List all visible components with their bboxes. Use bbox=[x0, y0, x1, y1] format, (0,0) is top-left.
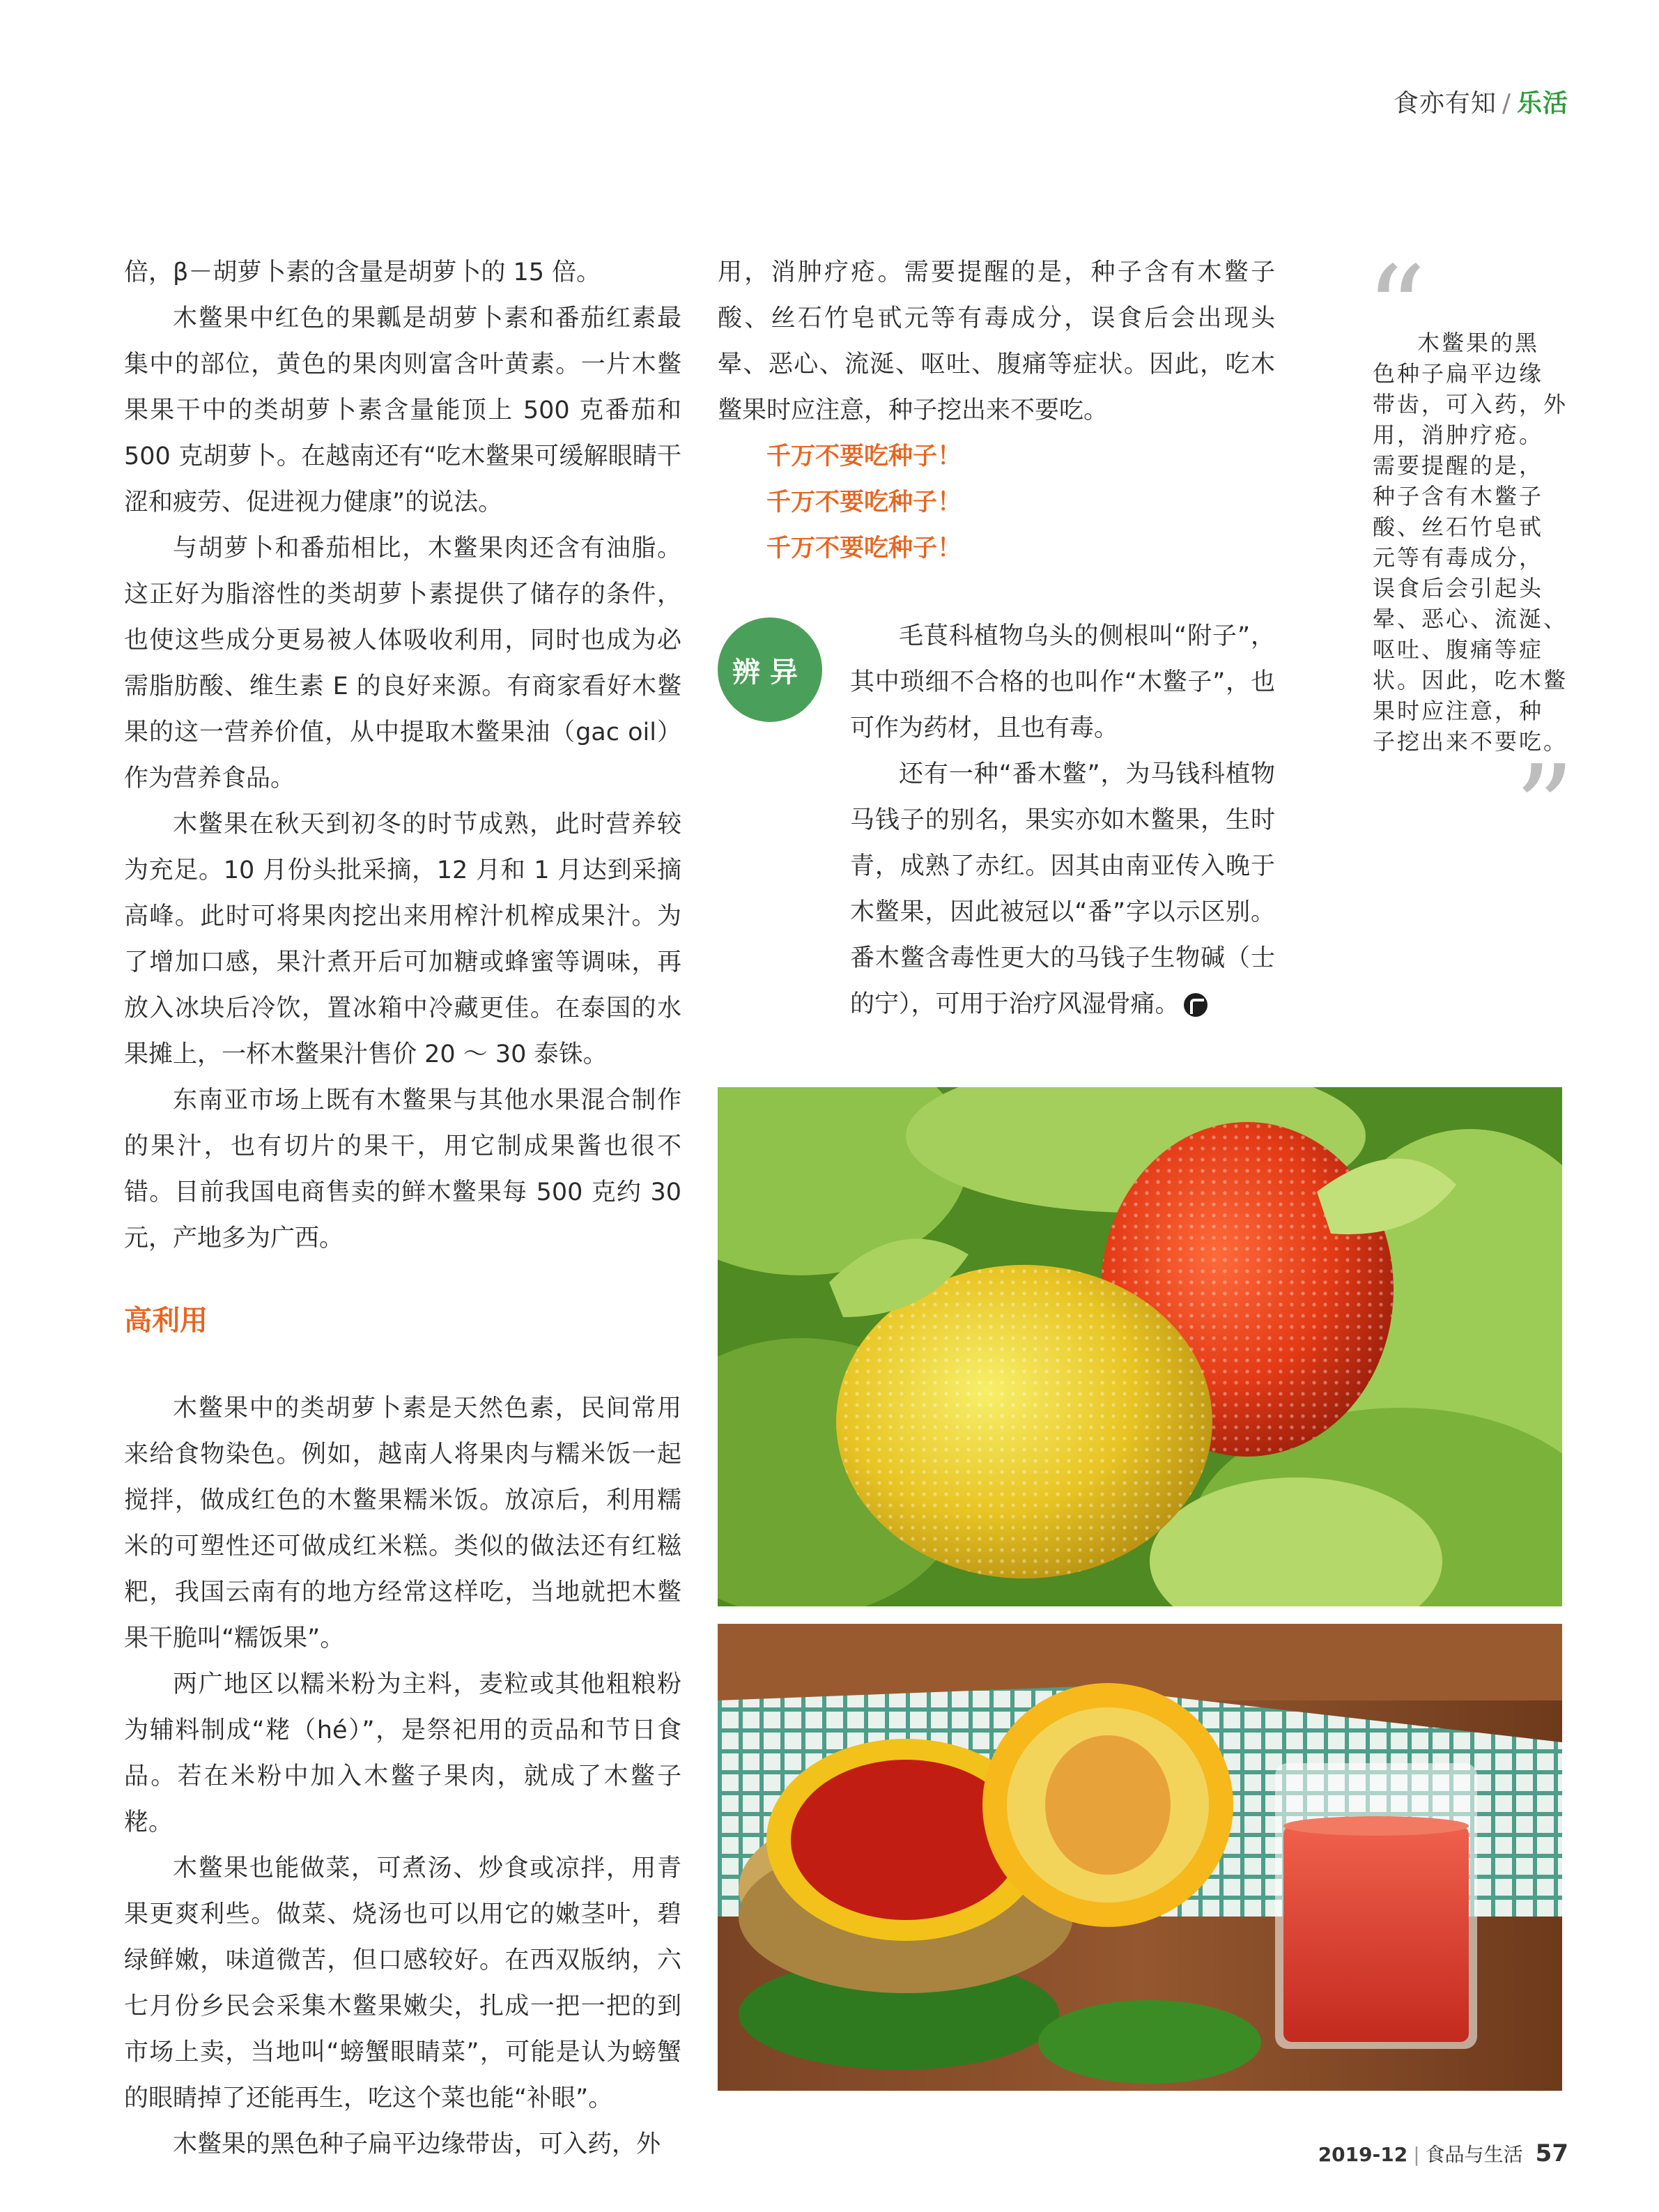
pull-quote-line: 酸、丝石竹皂甙 bbox=[1373, 514, 1544, 540]
gac-juice-illustration bbox=[718, 1624, 1562, 2091]
paragraph bbox=[850, 751, 1275, 1027]
pull-quote-line: 元等有毒成分， bbox=[1373, 544, 1544, 571]
page-header bbox=[1394, 84, 1568, 119]
paragraph: 木鳖果中的类胡萝卜素是天然色素，民间常用来给食物染色。例如，越南人将果肉与糯米饭一起搅拌，做成红色的木鳖果糯米饭。放凉后，利用糯米的可塑性还可做成红米糕。类似的做法还有红糍粑，我国云南有的地方经常这样吃，当地就把木鳖果干脆叫“糯饭果”。 bbox=[124, 1395, 681, 1652]
issue-date: 2019-12 bbox=[1318, 2143, 1408, 2166]
paragraph: 木鳖果中红色的果瓤是胡萝卜素和番茄红素最集中的部位，黄色的果肉则富含叶黄素。一片木鳖果果干中的类胡萝卜素含量能顶上 500 克番茄和 500 克胡萝卜。在越南还有“吃木鳖果可缓解眼睛干涩和疲劳、促进视力健康”的说法。 bbox=[124, 305, 681, 516]
paragraph: 两广地区以糯米粉为主料，麦粒或其他粗粮粉为辅料制成“粩（hé）”，是祭祀用的贡品和节日食品。若在米粉中加入木鳖子果肉，就成了木鳖子粩。 bbox=[124, 1670, 681, 1836]
paragraph: 倍，β－胡萝卜素的含量是胡萝卜的 15 倍。 bbox=[124, 259, 601, 286]
paragraph: 木鳖果在秋天到初冬的时节成熟，此时营养较为充足。10 月份头批采摘，12 月和 1 月达到采摘高峰。此时可将果肉挖出来用榨汁机榨成果汁。为了增加口感，果汁煮开后可加糖或蜂蜜等调味，再放入冰块后冷饮，置冰箱中冷藏更佳。在泰国的水果摊上，一杯木鳖果汁售价 20 ～ 30 泰铢。 bbox=[124, 811, 681, 1068]
header-separator: / bbox=[1502, 89, 1511, 118]
column-name: 食亦有知 bbox=[1393, 89, 1497, 118]
gac-fruit-vine-photo bbox=[718, 1087, 1562, 1606]
paragraph: 与胡萝卜和番茄相比，木鳖果肉还含有油脂。这正好为脂溶性的类胡萝卜素提供了储存的条件，也使这些成分更易被人体吸收利用，同时也成为必需脂肪酸、维生素 E 的良好来源。有商家看好木鳖果的这一营养价值，从中提取木鳖果油（gac oil）作为营养食品。 bbox=[124, 535, 681, 792]
paragraph: 用，消肿疗疮。需要提醒的是，种子含有木鳖子酸、丝石竹皂甙元等有毒成分，误食后会出现头晕、恶心、流涎、呕吐、腹痛等症状。因此，吃木鳖果时应注意，种子挖出来不要吃。 bbox=[718, 259, 1275, 424]
pull-quote-line: 需要提醒的是， bbox=[1373, 452, 1544, 479]
pull-quote-line: 呕吐、腹痛等症 bbox=[1373, 636, 1544, 663]
pull-quote-line: 用，消肿疗疮。 bbox=[1373, 422, 1544, 448]
middle-column bbox=[718, 249, 1275, 571]
pull-quote-text bbox=[1366, 328, 1575, 757]
pull-quote-line: 色种子扁平边缘 bbox=[1373, 360, 1544, 387]
warning-line: 千万不要吃种子！ bbox=[766, 535, 962, 562]
end-mark-icon bbox=[1184, 993, 1207, 1017]
paragraph: 东南亚市场上既有木鳖果与其他水果混合制作的果汁，也有切片的果干，用它制成果酱也很不错。目前我国电商售卖的鲜木鳖果每 500 克约 30 元，产地多为广西。 bbox=[124, 1086, 681, 1252]
close-quote-icon: ” bbox=[1514, 750, 1575, 827]
paragraph: 木鳖果的黑色种子扁平边缘带齿，可入药，外 bbox=[173, 2130, 661, 2158]
paragraph-text: 还有一种“番木鳖”，为马钱科植物马钱子的别名，果实亦如木鳖果，生时青，成熟了赤红。因其由南亚传入晚于木鳖果，因此被冠以“番”字以示区别。番木鳖含毒性更大的马钱子生物碱（士的宁），可用于治疗风湿骨痛。 bbox=[850, 760, 1275, 1018]
pull-quote bbox=[1366, 251, 1575, 827]
pull-quote-line: 种子含有木鳖子 bbox=[1373, 483, 1544, 509]
bianyi-badge: 辨异 bbox=[718, 617, 822, 722]
page-footer bbox=[1318, 2140, 1568, 2167]
bianyi-text bbox=[850, 613, 1275, 1027]
pull-quote-line: 子挖出来不要吃。 bbox=[1373, 728, 1568, 755]
open-quote-icon: “ bbox=[1366, 251, 1426, 328]
warning-line: 千万不要吃种子！ bbox=[766, 489, 962, 516]
pull-quote-line: 误食后会引起头 bbox=[1373, 575, 1544, 601]
pull-quote-line: 晕、恶心、流涎、 bbox=[1373, 606, 1568, 632]
gac-juice-photo bbox=[718, 1624, 1562, 2091]
paragraph: 毛茛科植物乌头的侧根叫“附子”，其中琐细不合格的也叫作“木鳖子”，也可作为药材，且也有毒。 bbox=[850, 622, 1275, 742]
pull-quote-line: 果时应注意，种 bbox=[1373, 698, 1544, 724]
page-number: 57 bbox=[1535, 2140, 1568, 2167]
pull-quote-line: 状。因此，吃木鳖 bbox=[1373, 667, 1568, 693]
left-column bbox=[124, 249, 681, 2167]
gac-fruit-vine-illustration bbox=[718, 1087, 1562, 1606]
warning-line: 千万不要吃种子！ bbox=[766, 443, 962, 470]
pull-quote-line: 木鳖果的黑 bbox=[1417, 330, 1540, 356]
section-title: 高利用 bbox=[124, 1305, 208, 1337]
paragraph: 木鳖果也能做菜，可煮汤、炒食或凉拌，用青果更爽利些。做菜、烧汤也可以用它的嫩茎叶，碧绿鲜嫩，味道微苦，但口感较好。在西双版纳，六七月份乡民会采集木鳖果嫩尖，扎成一把一把的到市场上卖，当地叫“螃蟹眼睛菜”，可能是认为螃蟹的眼睛掉了还能再生，吃这个菜也能“补眼”。 bbox=[124, 1854, 681, 2112]
section-name: 乐活 bbox=[1516, 89, 1568, 118]
pull-quote-line: 带齿，可入药，外 bbox=[1373, 391, 1568, 417]
magazine-name: 食品与生活 bbox=[1425, 2143, 1523, 2166]
footer-separator: | bbox=[1413, 2143, 1420, 2166]
